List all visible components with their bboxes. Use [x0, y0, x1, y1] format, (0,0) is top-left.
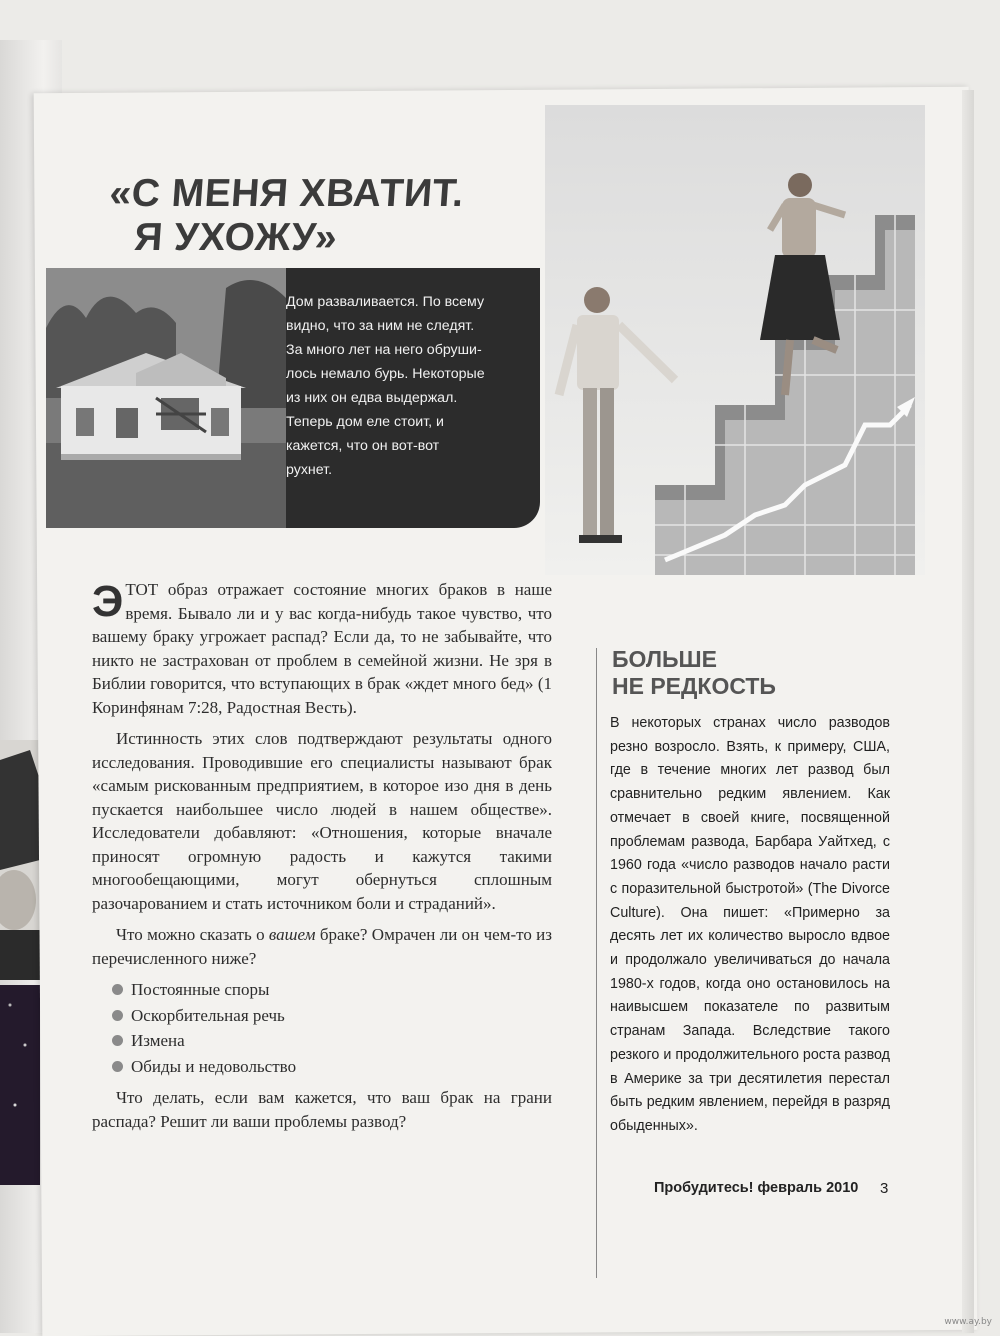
intro-line: За много лет на него обруши- [286, 342, 482, 358]
column-divider [596, 648, 597, 1278]
lead-word: ТОТ [125, 580, 159, 599]
title-line-1: «С МЕНЯ ХВАТИТ. [108, 172, 466, 215]
intro-line: кажется, что он вот-вот [286, 438, 440, 454]
intro-line: из них он едва выдержал. [286, 390, 458, 406]
paragraph-3 [92, 923, 552, 970]
sidebar-body: В некоторых странах число разводов резно возросло. Взять, к примеру, США, где в течение многих лет развод был сравнительно редким явлением. Как отмечает в своей книге, посвященной проблемам развода, Барбара Уайтхед, с 1960 года «число разводов начало расти с поразительной быстротой» (The Divorce Culture). Она пишет: «Примерно за десять лет их количество выросло вдвое и продолжало увеличиваться до начала 1980-х годов, когда оно остановилось на наивысшем показателе по развитым странам Запада. Вследствие такого резкого и продолжительного роста развод в Америке за три десятилетия перестал быть редким явлением, перейдя в разряд обыденных». [610, 715, 890, 1134]
page-edge-shadow [962, 90, 974, 1333]
intro-line: рухнет. [286, 462, 333, 478]
paragraph-1-text: образ отражает состояние многих браков в наше время. Бывало ли и у вас когда-нибудь такое чувство, что вашему браку угрожает распад? Если да, то не забывайте, что никто не застрахован от проблем в семейной жизни. Не зря в Библии говорится, что вступающих в брак «ждет много бед» (1 Коринфянам 7:28, Радостная Весть). [92, 580, 552, 717]
page-number: 3 [880, 1180, 889, 1197]
title-line-2: Я УХОЖУ» [132, 216, 339, 259]
bullet-icon [112, 1061, 123, 1072]
intro-line: видно, что за ним не следят. [286, 318, 475, 334]
p3-emphasis: вашем [268, 925, 316, 944]
list-item: Измена [112, 1029, 552, 1053]
footer-publication: Пробудитесь! февраль 2010 [654, 1180, 859, 1196]
neighbor-page-star-image [0, 985, 40, 1185]
p3-before: Что можно сказать о [116, 925, 269, 944]
intro-box [46, 268, 540, 528]
couple-staircase-illustration [545, 105, 925, 575]
intro-line: Дом разваливается. По всему [286, 294, 485, 310]
intro-line: Теперь дом еле стоит, и [286, 414, 444, 430]
bullet-icon [112, 1010, 123, 1021]
article-title [105, 172, 511, 260]
p3-after: браке? Омрачен ли он чем-то из перечисленного ниже? [92, 925, 552, 968]
list-item: Оскорбительная речь [112, 1004, 552, 1028]
article-body [92, 578, 552, 1141]
intro-text [286, 290, 528, 482]
paragraph-4: Что делать, если вам кажется, что ваш брак на грани распада? Решит ли ваши проблемы развод? [92, 1088, 552, 1131]
bullet-icon [112, 1035, 123, 1046]
paragraph-1 [92, 578, 552, 719]
house-illustration [46, 268, 286, 528]
drop-cap: Э [92, 577, 124, 626]
paragraph-2: Истинность этих слов подтверждают результаты одного исследования. Проводившие его специалисты называют брак «самым рискованным предприятием, в которое изо дня в день пускается наибольшее число людей в нашем обществе». Исследователи добавляют: «Отношения, которые вначале приносят огромную радость и кажутся такими многообещающими, могут обернуться сплошным разочарованием и стать источником боли и страданий». [92, 729, 552, 913]
sidebar-heading [612, 646, 872, 700]
sidebar-heading-line-2: НЕ РЕДКОСТЬ [612, 673, 776, 699]
problem-list [112, 978, 552, 1078]
intro-line: лось немало бурь. Некоторые [286, 366, 485, 382]
sidebar-heading-line-1: БОЛЬШЕ [612, 646, 717, 672]
bullet-icon [112, 984, 123, 995]
list-item: Постоянные споры [112, 978, 552, 1002]
neighbor-page-photo [0, 740, 40, 980]
list-item: Обиды и недовольство [112, 1055, 552, 1079]
watermark: www.ay.by [944, 1317, 992, 1327]
